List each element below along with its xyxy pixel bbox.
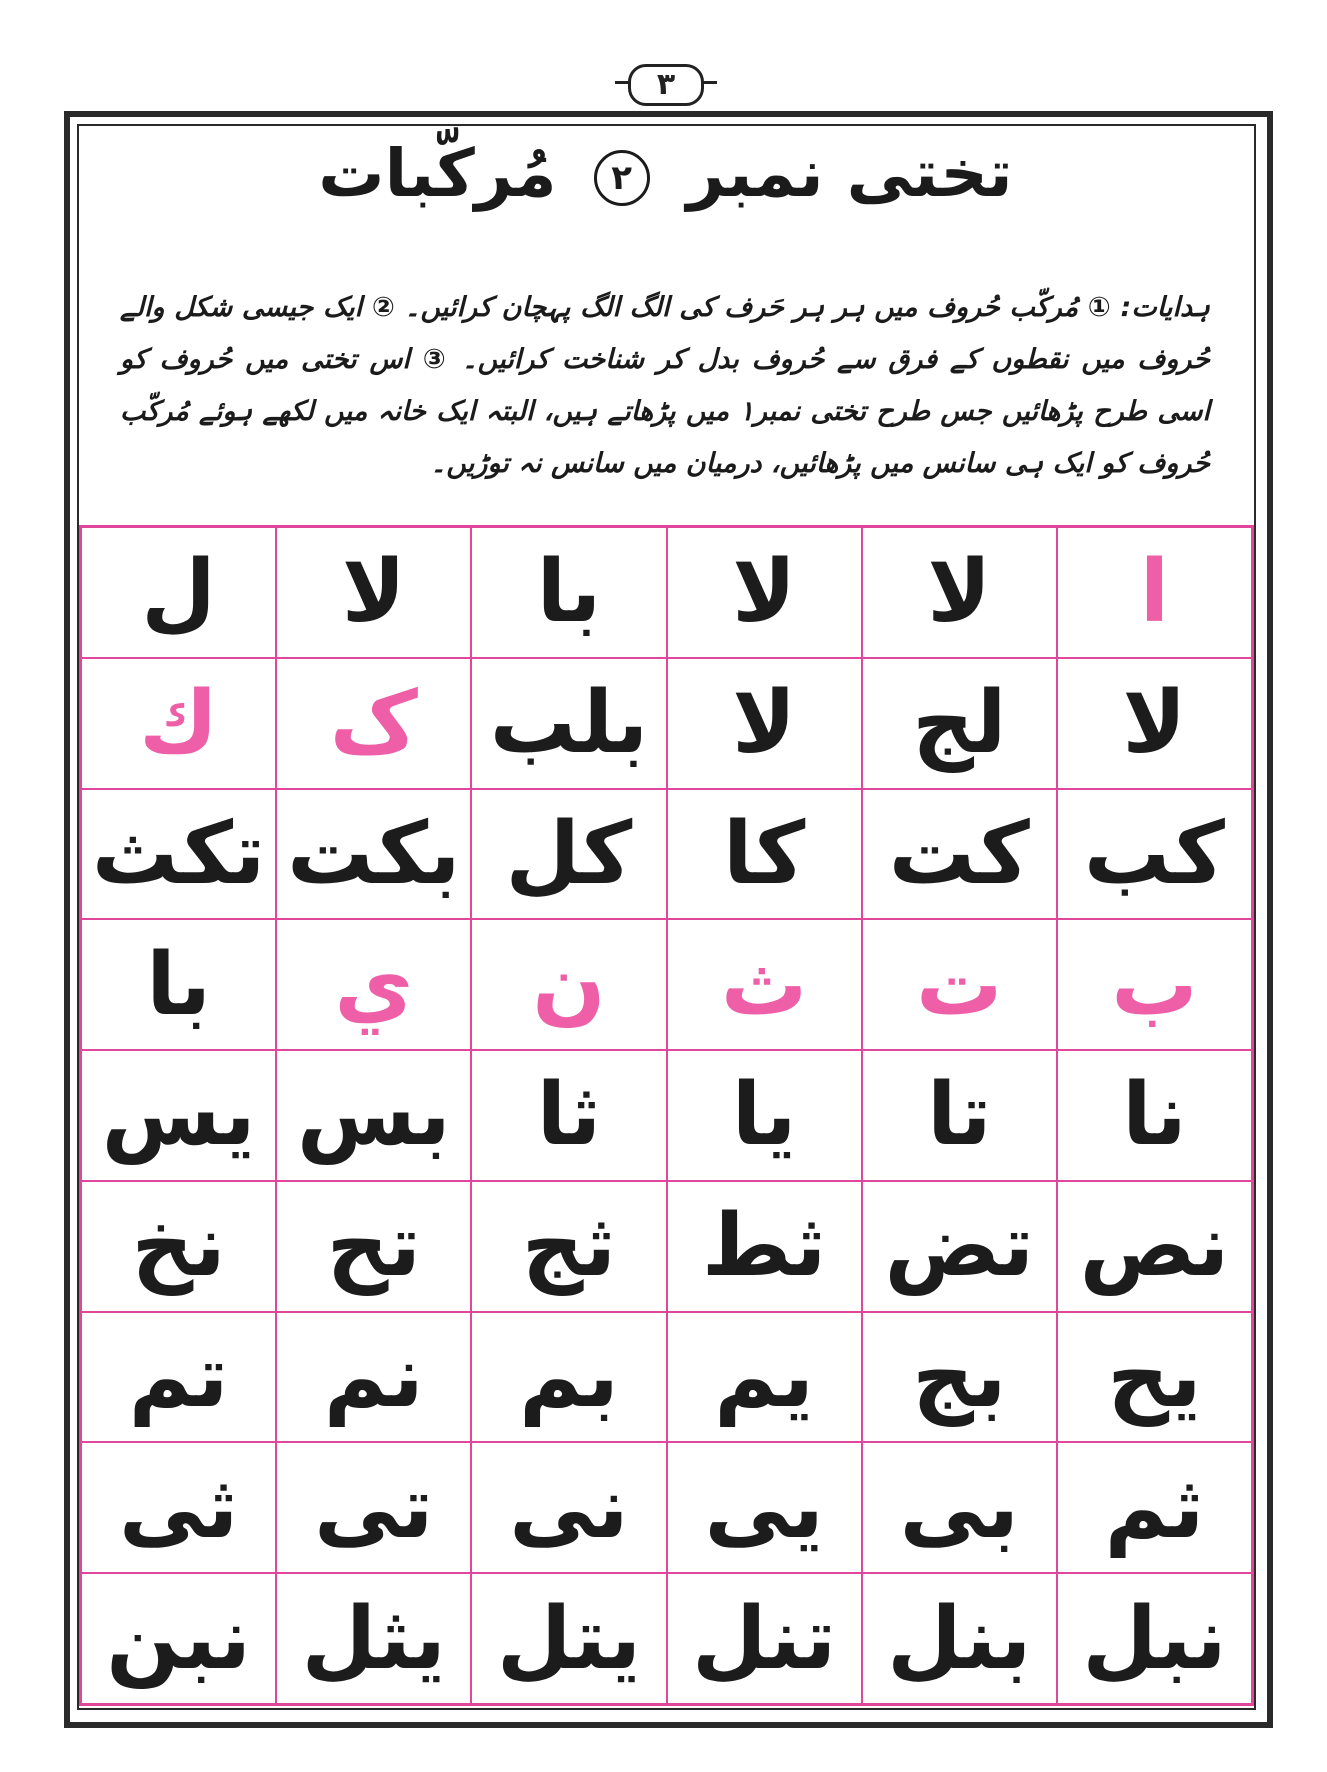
grid-cell: لا xyxy=(862,527,1057,658)
grid-cell: بنل xyxy=(862,1573,1057,1704)
grid-cell: ا xyxy=(1057,527,1252,658)
grid-cell: ک xyxy=(276,658,471,789)
title-part-1: تختی نمبر xyxy=(686,135,1013,212)
grid-cell: تم xyxy=(81,1312,276,1443)
grid-cell: بى xyxy=(862,1442,1057,1573)
grid-cell: بکت xyxy=(276,789,471,920)
grid-cell: لا xyxy=(276,527,471,658)
grid-cell: نص xyxy=(1057,1181,1252,1312)
grid-cell: نخ xyxy=(81,1181,276,1312)
grid-cell: ي xyxy=(276,919,471,1050)
grid-cell: لا xyxy=(667,658,862,789)
grid-cell: کا xyxy=(667,789,862,920)
letter-grid xyxy=(79,525,1254,1706)
page-title xyxy=(77,135,1254,212)
grid-cell: نبن xyxy=(81,1573,276,1704)
grid-cell: ثم xyxy=(1057,1442,1252,1573)
grid-cell: يم xyxy=(667,1312,862,1443)
grid-cell: يتل xyxy=(471,1573,666,1704)
grid-cell: با xyxy=(81,919,276,1050)
grid-cell: نبل xyxy=(1057,1573,1252,1704)
grid-cell: نا xyxy=(1057,1050,1252,1181)
grid-cell: بس xyxy=(276,1050,471,1181)
grid-cell: کل xyxy=(471,789,666,920)
title-number-badge: ٢ xyxy=(594,150,650,206)
grid-cell: يثل xyxy=(276,1573,471,1704)
grid-cell: نم xyxy=(276,1312,471,1443)
grid-cell: بم xyxy=(471,1312,666,1443)
grid-cell: نى xyxy=(471,1442,666,1573)
grid-cell: تى xyxy=(276,1442,471,1573)
title-part-2: مُرکّبات xyxy=(318,135,557,212)
grid-cell: تا xyxy=(862,1050,1057,1181)
grid-cell: يا xyxy=(667,1050,862,1181)
grid-cell: ثج xyxy=(471,1181,666,1312)
page-number: ٣ xyxy=(628,64,704,106)
grid-cell: ث xyxy=(667,919,862,1050)
grid-cell: ت xyxy=(862,919,1057,1050)
grid-cell: ثا xyxy=(471,1050,666,1181)
grid-cell: ك xyxy=(81,658,276,789)
grid-cell: ل xyxy=(81,527,276,658)
grid-cell: ثط xyxy=(667,1181,862,1312)
grid-cell: تض xyxy=(862,1181,1057,1312)
grid-cell: ب xyxy=(1057,919,1252,1050)
grid-cell: ثى xyxy=(81,1442,276,1573)
grid-cell: لا xyxy=(667,527,862,658)
grid-cell: يس xyxy=(81,1050,276,1181)
grid-cell: کب xyxy=(1057,789,1252,920)
instructions-text: ہدایات: ① مُرکّب حُروف میں ہر ہر حَرف کی الگ الگ پہچان کرائیں۔ ② ایک جیسی شکل والے حُروف میں نقطوں کے فرق سے حُروف بدل کر شناخت کرائیں۔ ③ اس تختی میں حُروف کو اسی طرح پڑھائیں جس طرح تختی نمبر۱ میں پڑھاتے ہیں، البتہ ایک خانہ میں لکھے ہوئے مُرکّب حُروف کو ایک ہی سانس میں پڑھائیں، درمیان میں سانس نہ توڑیں۔ xyxy=(120,292,1210,479)
grid-cell: يى xyxy=(667,1442,862,1573)
grid-cell: ن xyxy=(471,919,666,1050)
grid-cell: تنل xyxy=(667,1573,862,1704)
grid-cell: لا xyxy=(1057,658,1252,789)
grid-cell: با xyxy=(471,527,666,658)
grid-cell: بج xyxy=(862,1312,1057,1443)
grid-cell: يح xyxy=(1057,1312,1252,1443)
grid-cell: تح xyxy=(276,1181,471,1312)
grid-cell: بلب xyxy=(471,658,666,789)
grid-cell: تکث xyxy=(81,789,276,920)
grid-cell: کت xyxy=(862,789,1057,920)
grid-cell: لج xyxy=(862,658,1057,789)
